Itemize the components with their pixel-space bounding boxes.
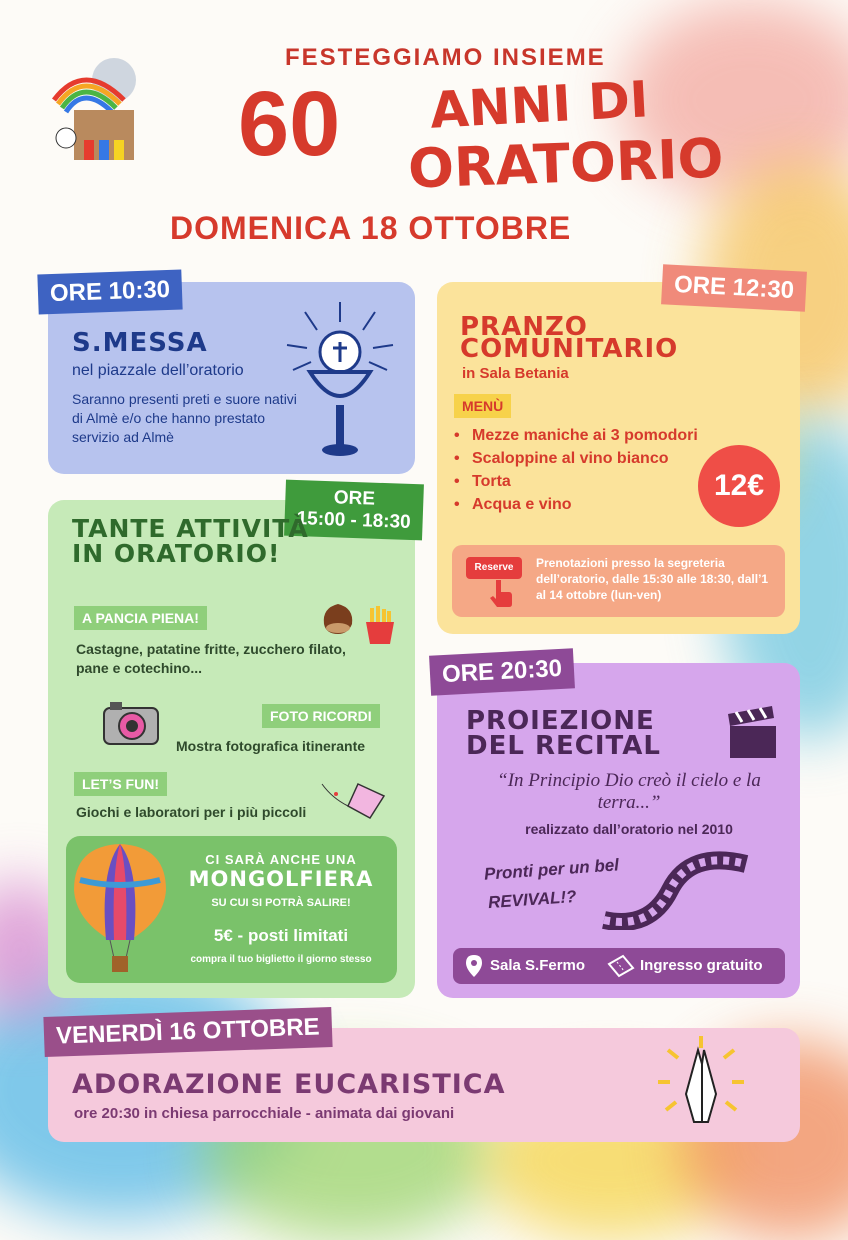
menu-item: • Torta [452, 470, 702, 493]
attivita-time-1: ORE [333, 487, 376, 510]
recital-title-2: DEL RECITAL [466, 731, 661, 761]
menu-item: • Acqua e vino [452, 493, 702, 516]
hot-air-balloon-icon [70, 840, 170, 985]
header-anni: ANNI DI [428, 70, 650, 140]
messa-subtitle: nel piazzale dell’oratorio [72, 362, 244, 379]
messa-text: Saranno presenti preti e suore nativi di Almè e/o che hanno prestato servizio ad Almè [72, 391, 297, 445]
location-pin-icon [466, 955, 482, 982]
pranzo-title-1: PRANZO [460, 312, 588, 342]
recital-place: Sala S.Fermo [490, 957, 586, 974]
header-oratorio: ORATORIO [406, 126, 725, 201]
foto-label: FOTO RICORDI [262, 704, 380, 728]
fries-icon [364, 606, 396, 651]
clapperboard-icon [726, 704, 780, 765]
mongolfiera-price: 5€ - posti limitati [213, 926, 349, 945]
messa-time-tag: ORE 10:30 [37, 269, 182, 314]
fun-text: Giochi e laboratori per i più piccoli [76, 804, 307, 820]
film-reel-icon [600, 850, 750, 935]
adorazione-date-tag: VENERDÌ 16 OTTOBRE [43, 1007, 332, 1057]
revival-line-1: Pronti per un bel [483, 855, 620, 884]
price-badge [698, 445, 780, 527]
reserve-button[interactable] [466, 557, 522, 579]
menu-item: • Scaloppine al vino bianco [452, 447, 702, 470]
pranzo-time-tag: ORE 12:30 [661, 264, 807, 311]
booking-text: Prenotazioni presso la segreteria dell’oratorio, dalle 15:30 alle 18:30, dall’1 al 14 ottobre (lun-ven) [536, 556, 769, 603]
pranzo-title-2: COMUNITARIO [460, 334, 679, 364]
menu-list [452, 424, 702, 516]
pancia-label: A PANCIA PIENA! [74, 606, 207, 630]
revival-line-2: REVIVAL!? [487, 886, 577, 913]
kite-icon [318, 778, 390, 831]
chestnut-icon [320, 602, 356, 641]
reserve-label: Reserve [474, 562, 514, 573]
header-kicker: FESTEGGIAMO INSIEME [285, 44, 606, 71]
pancia-text: Castagne, patatine fritte, zucchero filato, pane e cotechino... [76, 641, 346, 676]
mongolfiera-line-1: CI SARÀ ANCHE UNA [205, 852, 357, 867]
recital-entry: Ingresso gratuito [640, 957, 763, 974]
pranzo-place: in Sala Betania [462, 365, 569, 382]
recital-made: realizzato dall’oratorio nel 2010 [525, 821, 733, 837]
attivita-time-2: 15:00 - 18:30 [296, 507, 412, 533]
camera-icon [102, 700, 160, 753]
adorazione-text: ore 20:30 in chiesa parrocchiale - animata dai giovani [74, 1105, 455, 1122]
menu-label: MENÙ [454, 394, 511, 418]
ticket-icon [607, 954, 635, 983]
mongolfiera-note: compra il tuo biglietto il giorno stesso [190, 954, 372, 965]
menu-item: • Mezze maniche ai 3 pomodori [452, 424, 702, 447]
mongolfiera-line-3: SU CUI SI POTRÀ SALIRE! [211, 897, 351, 909]
attivita-title: TANTE ATTIVITÀ IN ORATORIO! [72, 514, 309, 568]
messa-title: S.MESSA [72, 328, 208, 358]
chalice-icon [285, 300, 395, 470]
praying-hands-icon [656, 1034, 746, 1131]
recital-title-1: PROIEZIONE [466, 706, 655, 736]
oratorio-logo [44, 40, 164, 180]
adorazione-title: ADORAZIONE EUCARISTICA [72, 1069, 506, 1100]
pointer-hand-icon [488, 578, 514, 613]
recital-time-tag: ORE 20:30 [429, 648, 575, 695]
mongolfiera-line-2: MONGOLFIERA [188, 867, 374, 891]
price-text: 12€ [713, 469, 765, 502]
header-number: 60 [238, 73, 341, 175]
foto-text: Mostra fotografica itinerante [176, 738, 366, 754]
recital-quote: “In Principio Dio creò il cielo e la terra...” [497, 770, 761, 813]
fun-label: LET’S FUN! [74, 772, 167, 796]
header-date: DOMENICA 18 OTTOBRE [170, 210, 572, 246]
